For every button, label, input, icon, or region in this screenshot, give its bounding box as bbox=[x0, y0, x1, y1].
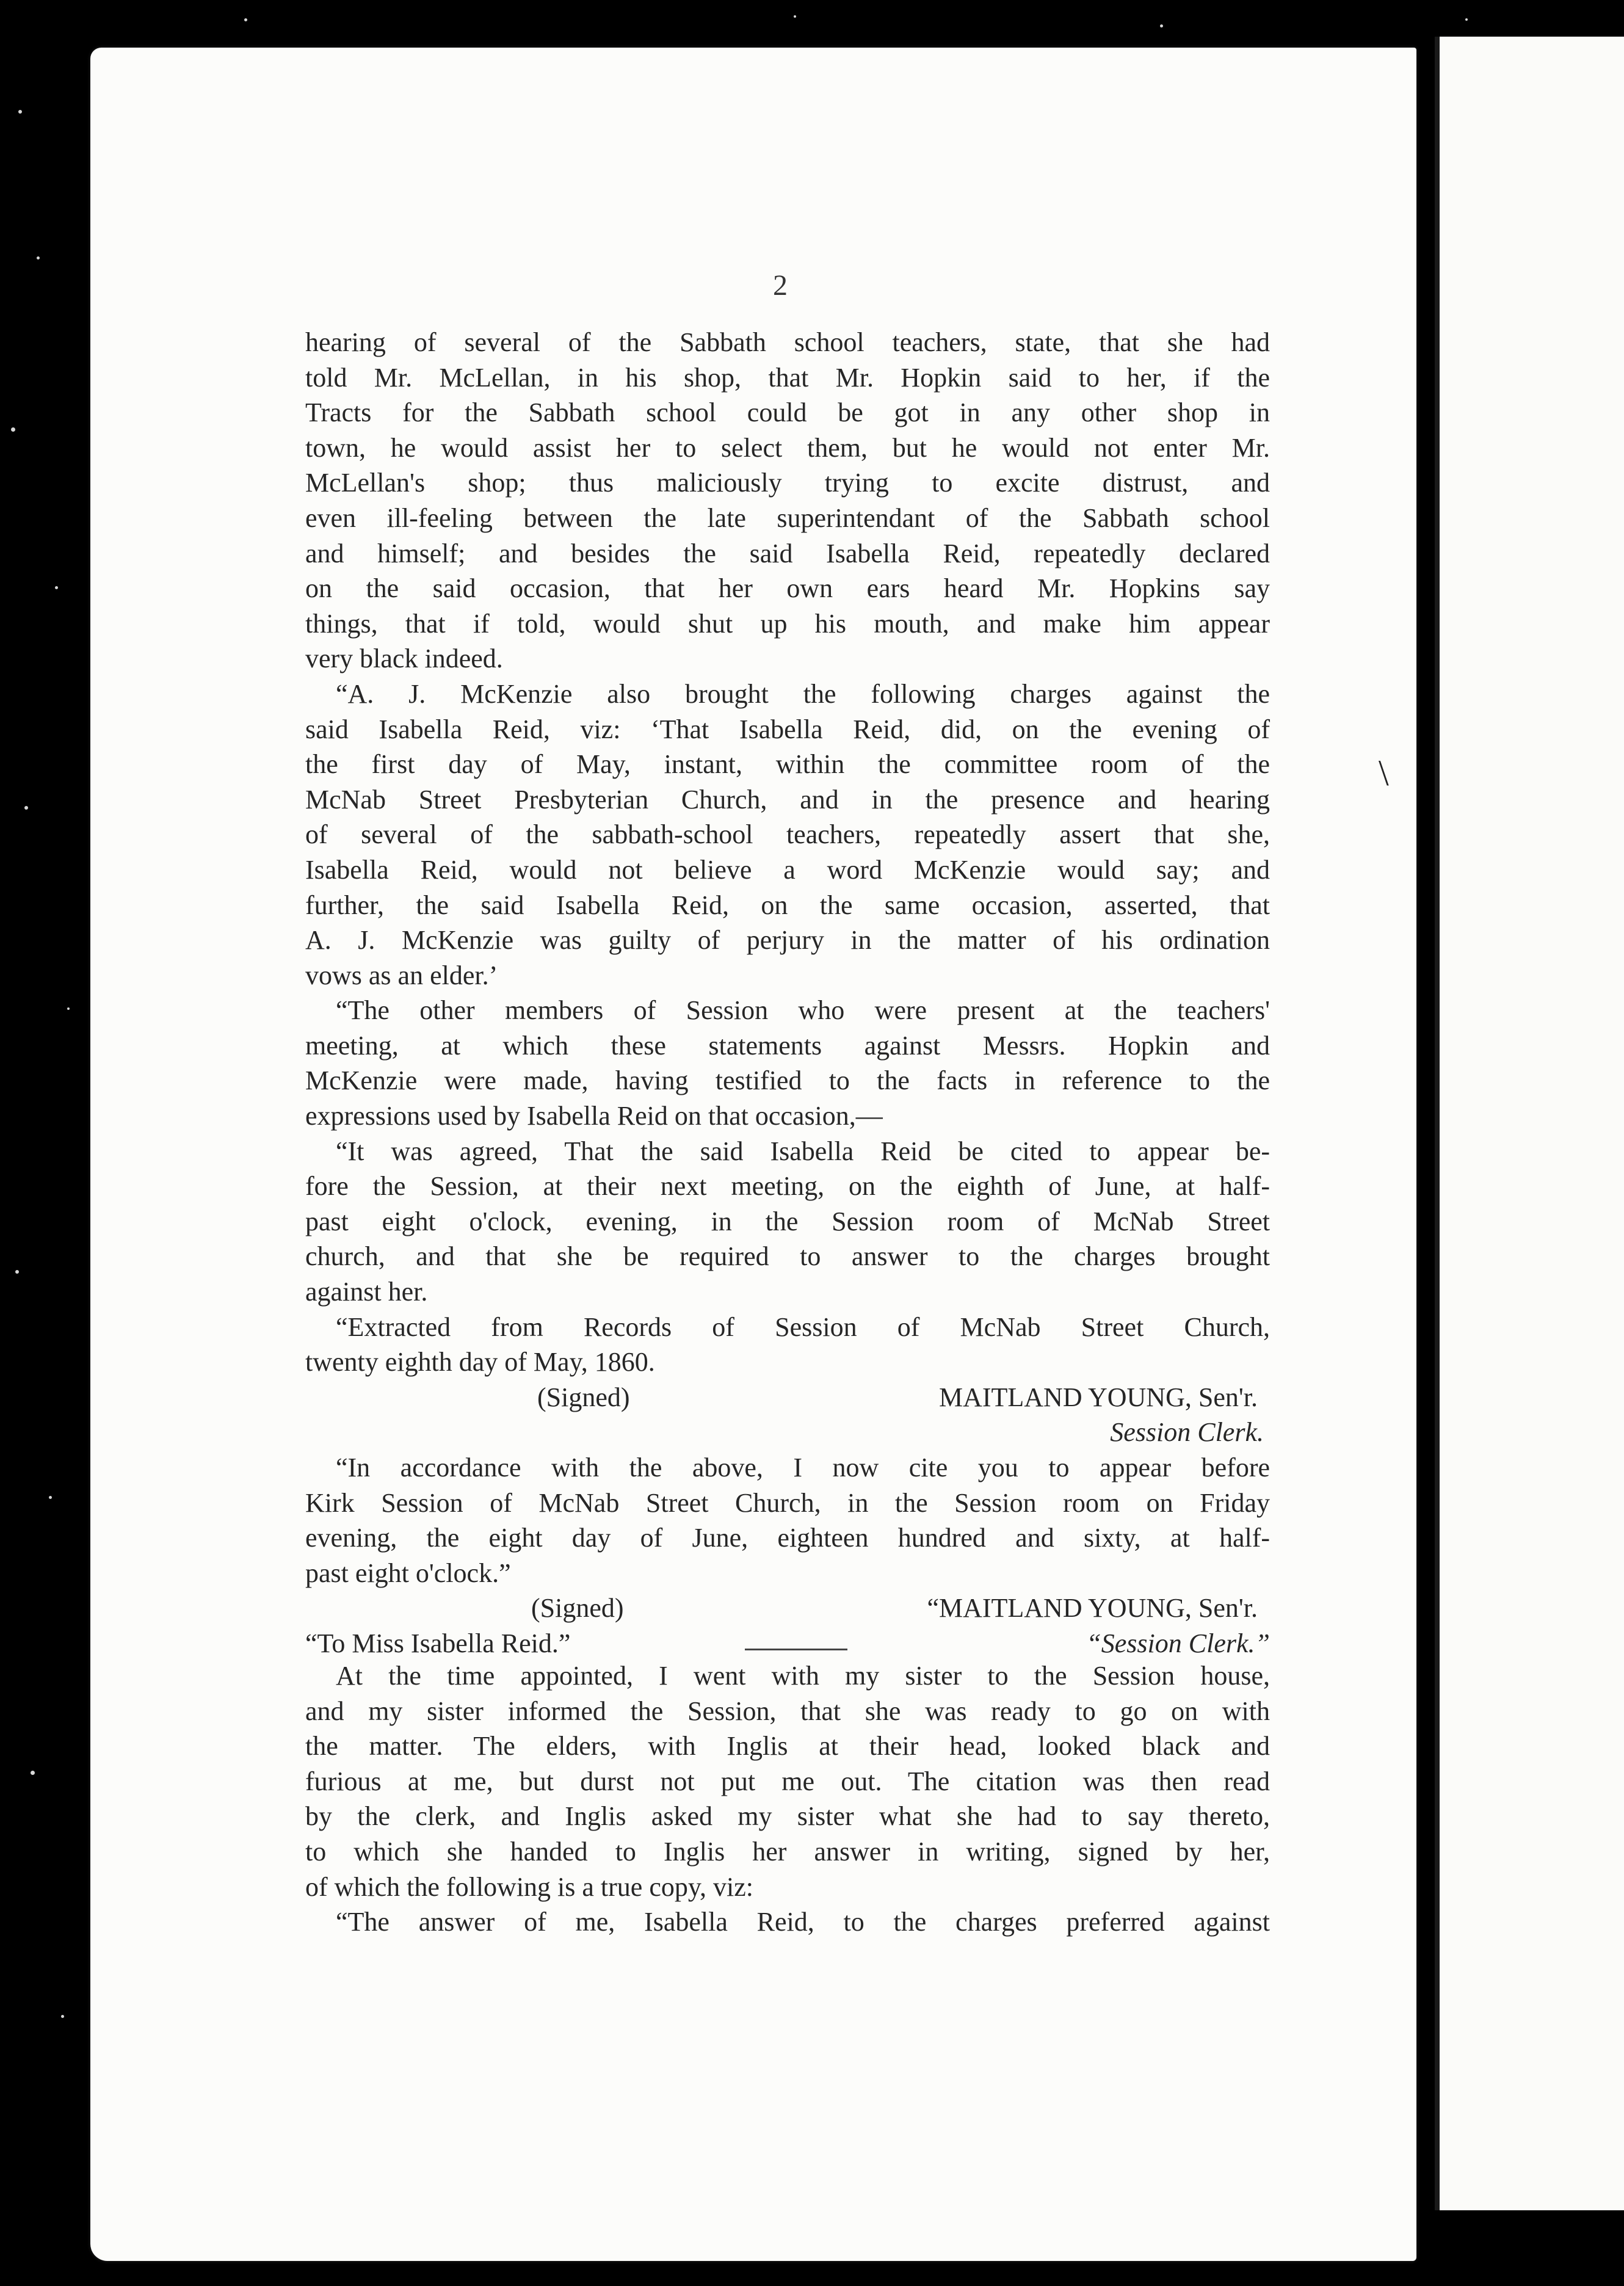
text-line: of which the following is a true copy, viz: bbox=[305, 1871, 753, 1902]
text-line: of several of the sabbath-school teachers, repeatedly assert that she, bbox=[305, 819, 1270, 850]
body-text-lower bbox=[305, 1658, 1270, 1940]
text-line: evening, the eight day of June, eighteen hundred and sixty, at half- bbox=[305, 1523, 1270, 1553]
text-line: McKenzie were made, having testified to the facts in reference to the bbox=[305, 1065, 1270, 1096]
scan-speck bbox=[55, 586, 58, 589]
text-line: town, he would assist her to select them, but he would not enter Mr. bbox=[305, 432, 1270, 463]
scan-speck bbox=[49, 1496, 52, 1499]
text-line: A. J. McKenzie was guilty of perjury in the matter of his ordination bbox=[305, 925, 1270, 956]
text-line: past eight o'clock.” bbox=[305, 1558, 511, 1588]
text-line: and my sister informed the Session, that she was ready to go on with bbox=[305, 1696, 1270, 1726]
text-line: expressions used by Isabella Reid on that occasion,— bbox=[305, 1101, 883, 1131]
text-line: and himself; and besides the said Isabella Reid, repeatedly declared bbox=[305, 538, 1270, 568]
facing-page bbox=[1435, 37, 1624, 2210]
text-line: on the said occasion, that her own ears heard Mr. Hopkins say bbox=[305, 573, 1270, 604]
text-line: to which she handed to Inglis her answer in writing, signed by her, bbox=[305, 1836, 1270, 1867]
text-line: twenty eighth day of May, 1860. bbox=[305, 1347, 655, 1377]
scan-speck bbox=[61, 2015, 64, 2018]
scan-speck bbox=[24, 806, 28, 810]
text-line: against her. bbox=[305, 1277, 428, 1307]
text-line: Tracts for the Sabbath school could be got in any other shop in bbox=[305, 397, 1270, 428]
clerk-title: “Session Clerk.” bbox=[1086, 1628, 1270, 1658]
scan-speck bbox=[244, 18, 247, 21]
text-line: the first day of May, instant, within the committee room of the bbox=[305, 749, 1270, 780]
body-text-upper bbox=[305, 325, 1270, 1661]
text-line: even ill-feeling between the late superintendant of the Sabbath school bbox=[305, 503, 1270, 533]
clerk-title: Session Clerk. bbox=[1110, 1417, 1264, 1448]
clerk-name: “MAITLAND YOUNG, Sen'r. bbox=[927, 1593, 1258, 1624]
text-line: hearing of several of the Sabbath school teachers, state, that she had bbox=[305, 327, 1270, 357]
page-number: 2 bbox=[773, 269, 788, 302]
scan-speck bbox=[1160, 24, 1163, 27]
text-line: “Extracted from Records of Session of McNab Street Church, bbox=[336, 1312, 1270, 1342]
text-line: Kirk Session of McNab Street Church, in the Session room on Friday bbox=[305, 1487, 1270, 1518]
text-line: things, that if told, would shut up his mouth, and make him appear bbox=[305, 608, 1270, 639]
text-line: said Isabella Reid, viz: ‘That Isabella Reid, did, on the evening of bbox=[305, 714, 1270, 744]
text-line: furious at me, but durst not put me out. The citation was then read bbox=[305, 1766, 1270, 1796]
text-line: very black indeed. bbox=[305, 644, 503, 674]
scan-speck bbox=[11, 427, 15, 432]
scan-speck bbox=[67, 1007, 70, 1010]
signature-line bbox=[305, 1591, 1270, 1626]
signature-line bbox=[305, 1380, 1270, 1415]
text-line: “The other members of Session who were present at the teachers' bbox=[336, 995, 1270, 1026]
scan-speck bbox=[18, 110, 22, 114]
scan-speck bbox=[15, 1270, 19, 1274]
text-line: told Mr. McLellan, in his shop, that Mr. Hopkin said to her, if the bbox=[305, 362, 1270, 393]
text-line: McLellan's shop; thus maliciously trying to excite distrust, and bbox=[305, 468, 1270, 498]
text-line: further, the said Isabella Reid, on the same occasion, asserted, that bbox=[305, 890, 1270, 920]
scan-speck bbox=[37, 256, 40, 259]
text-line: “The answer of me, Isabella Reid, to the charges preferred against bbox=[336, 1907, 1270, 1937]
margin-mark: \ bbox=[1379, 753, 1389, 793]
text-line: “In accordance with the above, I now cite you to appear before bbox=[336, 1453, 1270, 1482]
addressee: “To Miss Isabella Reid.” bbox=[305, 1628, 571, 1658]
text-line: Isabella Reid, would not believe a word McKenzie would say; and bbox=[305, 854, 1270, 885]
text-line: church, and that she be required to answer to the charges brought bbox=[305, 1241, 1270, 1272]
text-line: At the time appointed, I went with my sister to the Session house, bbox=[336, 1661, 1270, 1691]
text-line: meeting, at which these statements against Messrs. Hopkin and bbox=[305, 1030, 1270, 1061]
scan-speck bbox=[1465, 18, 1468, 21]
section-divider bbox=[745, 1649, 847, 1650]
text-line: past eight o'clock, evening, in the Session room of McNab Street bbox=[305, 1206, 1270, 1236]
scan-speck bbox=[794, 15, 796, 18]
text-line: McNab Street Presbyterian Church, and in the presence and hearing bbox=[305, 784, 1270, 815]
text-line: “A. J. McKenzie also brought the following charges against the bbox=[336, 678, 1270, 709]
addressee-line bbox=[305, 1626, 1270, 1661]
text-line: fore the Session, at their next meeting, on the eighth of June, at half- bbox=[305, 1171, 1270, 1202]
text-line: vows as an elder.’ bbox=[305, 960, 498, 990]
text-line: by the clerk, and Inglis asked my sister what she had to say thereto, bbox=[305, 1801, 1270, 1832]
text-line: “It was agreed, That the said Isabella Reid be cited to appear be- bbox=[336, 1136, 1270, 1166]
scan-speck bbox=[31, 1771, 35, 1775]
text-line: the matter. The elders, with Inglis at their head, looked black and bbox=[305, 1731, 1270, 1762]
signed-label: (Signed) bbox=[531, 1593, 624, 1624]
clerk-name: MAITLAND YOUNG, Sen'r. bbox=[938, 1382, 1258, 1412]
signed-label: (Signed) bbox=[537, 1382, 630, 1412]
